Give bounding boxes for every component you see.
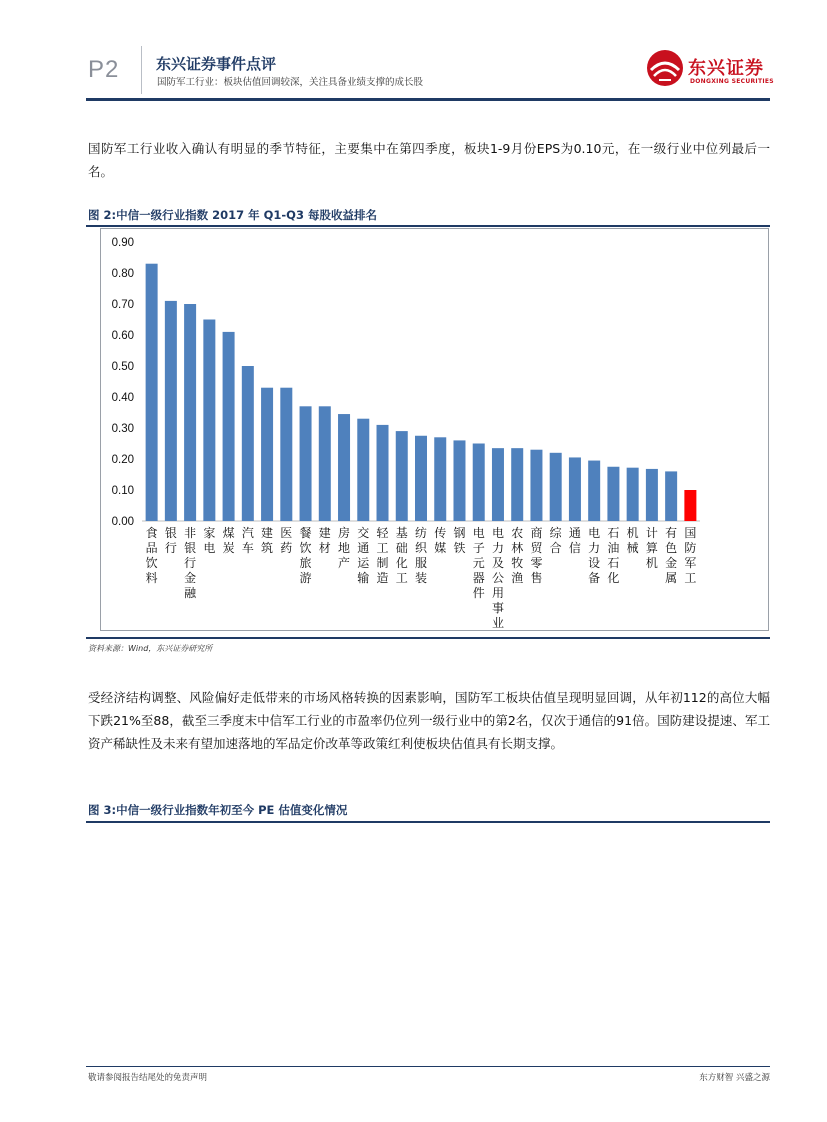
x-tick-label: 医药	[280, 526, 293, 555]
bar-6	[242, 366, 254, 521]
y-tick-label: 0.30	[111, 423, 134, 435]
y-tick-label: 0.10	[111, 485, 134, 497]
x-tick-label: 餐饮旅游	[299, 526, 312, 585]
x-tick-label: 电力设备	[588, 526, 601, 585]
logo-text: 东兴证券	[688, 58, 764, 79]
bar-8	[280, 388, 292, 521]
paragraph-valuation	[88, 686, 770, 755]
bar-22	[550, 453, 562, 521]
bar-3	[184, 304, 196, 521]
bar-19	[492, 448, 504, 521]
bar-28	[665, 471, 677, 521]
x-tick-label: 食品饮料	[145, 526, 158, 585]
footer-rule	[86, 1066, 770, 1067]
x-tick-label: 有色金属	[665, 526, 678, 585]
eps-bar-chart	[100, 228, 769, 631]
x-tick-label: 电力及公用事业	[491, 526, 504, 630]
x-tick-label: 机械	[626, 526, 639, 555]
bar-17	[453, 440, 465, 521]
bar-11	[338, 414, 350, 521]
bar-27	[646, 469, 658, 521]
bar-25	[607, 467, 619, 521]
x-tick-label: 银行	[164, 526, 177, 555]
x-tick-label: 钢铁	[453, 526, 466, 555]
bar-23	[569, 457, 581, 521]
x-tick-label: 石油石化	[607, 526, 620, 585]
header-divider	[141, 46, 142, 94]
paragraph-eps-text: 国防军工行业收入确认有明显的季节特征，主要集中在第四季度，板块1-9月份EPS为0.10元，在一级行业中位列最后一名。	[88, 141, 770, 179]
bar-24	[588, 461, 600, 521]
x-tick-label: 非银行金融	[184, 526, 197, 600]
bar-9	[300, 406, 312, 521]
bar-12	[357, 419, 369, 521]
bar-21	[530, 450, 542, 521]
figure-2-rule	[86, 225, 770, 227]
footer-slogan: 东方财智 兴盛之源	[699, 1073, 770, 1083]
x-tick-label: 国防军工	[684, 526, 697, 585]
report-type: 东兴证券事件点评	[156, 55, 277, 73]
y-tick-label: 0.60	[111, 330, 134, 342]
x-tick-label: 建材	[318, 526, 331, 555]
bar-29	[684, 490, 696, 521]
y-tick-label: 0.90	[111, 237, 134, 249]
paragraph-valuation-text: 受经济结构调整、风险偏好走低带来的市场风格转换的因素影响，国防军工板块估值呈现明显回调，从年初112的高位大幅下跌21%至88，截至三季度末中信军工行业的市盈率仍位列一级行业中的第2名，仅次于通信的91倍。国防建设提速、军工资产稀缺性及未来有望加速落地的军品定价改革等政策红利使板块估值具有长期支撑。	[88, 690, 770, 751]
x-tick-label: 轻工制造	[376, 526, 389, 585]
figure-3-title: 图 3:中信一级行业指数年初至今 PE 估值变化情况	[88, 803, 348, 817]
x-tick-label: 电子元器件	[472, 526, 485, 600]
x-tick-label: 农林牧渔	[511, 526, 524, 585]
bar-15	[415, 436, 427, 521]
x-tick-label: 商贸零售	[530, 526, 543, 585]
x-tick-label: 传媒	[434, 526, 447, 555]
figure-3-rule	[86, 821, 770, 823]
x-tick-label: 综合	[549, 526, 562, 555]
x-tick-label: 纺织服装	[414, 526, 428, 585]
bar-7	[261, 388, 273, 521]
bar-4	[203, 320, 215, 522]
bar-10	[319, 406, 331, 521]
bar-20	[511, 448, 523, 521]
bar-2	[165, 301, 177, 521]
x-tick-label: 建筑	[261, 526, 274, 555]
y-tick-label: 0.00	[111, 516, 134, 528]
bar-13	[377, 425, 389, 521]
bar-26	[627, 468, 639, 521]
x-tick-label: 房地产	[338, 526, 351, 570]
page-number: P2	[88, 56, 120, 83]
logo-subtext: DONGXING SECURITIES	[690, 78, 774, 85]
figure-2-title: 图 2:中信一级行业指数 2017 年 Q1-Q3 每股收益排名	[88, 208, 377, 222]
bar-1	[146, 264, 158, 521]
figure-2-bottom-rule	[86, 637, 770, 639]
bar-14	[396, 431, 408, 521]
x-tick-label: 煤炭	[222, 526, 235, 555]
bar-5	[223, 332, 235, 521]
y-tick-label: 0.40	[111, 392, 134, 404]
y-tick-label: 0.80	[111, 268, 134, 280]
x-tick-label: 家电	[203, 526, 216, 555]
footer-disclaimer: 敬请参阅报告结尾处的免责声明	[88, 1073, 208, 1083]
bar-16	[434, 437, 446, 521]
x-tick-label: 通信	[568, 526, 581, 555]
figure-2-source: 资料来源：Wind，东兴证券研究所	[88, 644, 213, 653]
y-tick-label: 0.50	[111, 361, 134, 373]
y-tick-label: 0.70	[111, 299, 134, 311]
header-rule	[86, 98, 770, 101]
x-tick-label: 交通运输	[357, 526, 370, 585]
x-tick-label: 基础化工	[395, 526, 408, 585]
report-subtitle: 国防军工行业：板块估值回调较深，关注具备业绩支撑的成长股	[157, 77, 424, 88]
y-tick-label: 0.20	[111, 454, 134, 466]
x-tick-label: 汽车	[241, 526, 254, 555]
x-tick-label: 计算机	[645, 526, 658, 570]
bar-18	[473, 444, 485, 522]
paragraph-eps	[88, 137, 770, 183]
